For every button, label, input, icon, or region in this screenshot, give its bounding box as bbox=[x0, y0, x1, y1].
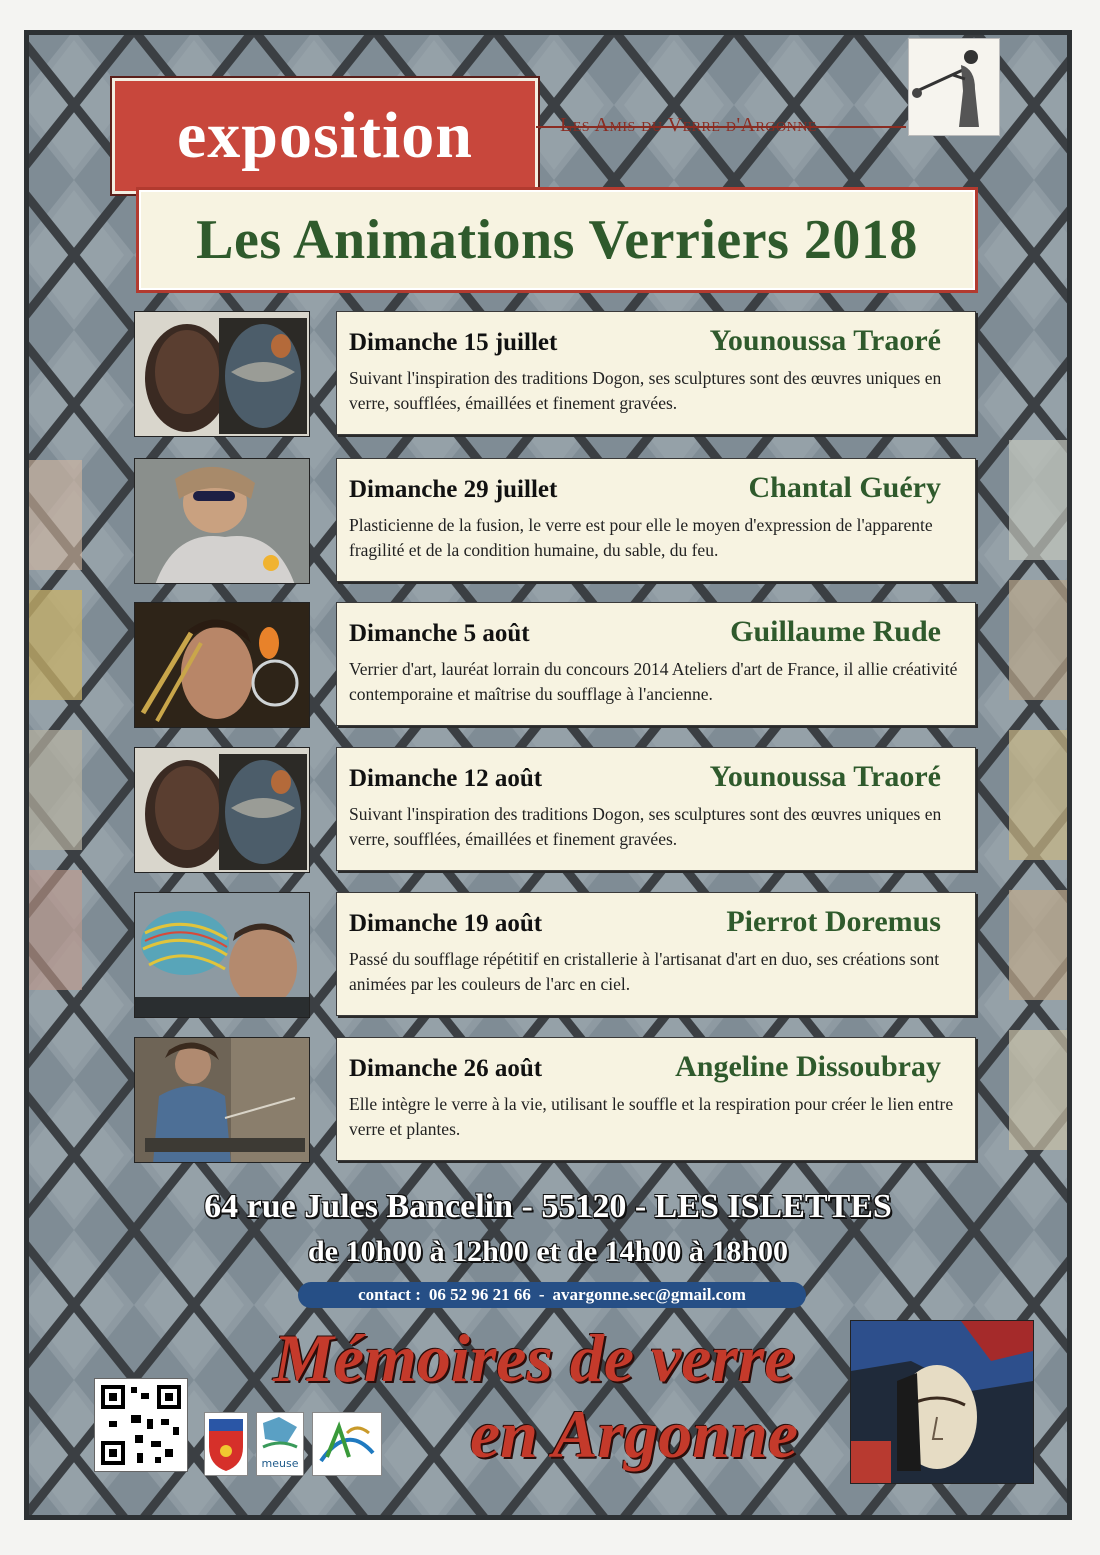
contact-email[interactable]: avargonne.sec@gmail.com bbox=[552, 1285, 746, 1304]
event-date: Dimanche 15 juillet bbox=[349, 329, 558, 356]
event-card bbox=[336, 311, 976, 435]
contact-separator: - bbox=[538, 1285, 545, 1304]
artist-photo bbox=[134, 747, 310, 873]
meuse-label: meuse bbox=[261, 1457, 299, 1470]
poster bbox=[24, 30, 1072, 1520]
event-artist: Chantal Guéry bbox=[748, 471, 941, 504]
slogan-line-1: Mémoires de verre bbox=[273, 1320, 795, 1396]
contact-label: contact : bbox=[358, 1285, 421, 1304]
artist-photo bbox=[134, 311, 310, 437]
event-item bbox=[134, 311, 984, 437]
artist-photo bbox=[134, 892, 310, 1018]
event-description: Passé du soufflage répétitif en cristallerie à l'artisanat d'art en duo, ses créations sont animées par les couleurs de l'arc en ciel. bbox=[349, 949, 940, 994]
venue-address: 64 rue Jules Bancelin - 55120 - LES ISLETTES bbox=[204, 1188, 892, 1225]
event-date: Dimanche 26 août bbox=[349, 1055, 543, 1082]
exposition-label: exposition bbox=[176, 99, 474, 172]
event-artist: Pierrot Doremus bbox=[726, 905, 941, 938]
amis-du-verre-logo bbox=[312, 1412, 382, 1476]
event-item bbox=[134, 892, 984, 1018]
contact-bar bbox=[298, 1282, 806, 1308]
event-artist: Guillaume Rude bbox=[730, 615, 941, 648]
event-description: Plasticienne de la fusion, le verre est pour elle le moyen d'expression de l'apparente fragilité et de la condition humaine, du sable, du feu. bbox=[349, 515, 933, 560]
event-date: Dimanche 19 août bbox=[349, 910, 543, 937]
artist-photo bbox=[134, 458, 310, 584]
title-banner bbox=[136, 187, 978, 293]
stained-glass-portrait bbox=[850, 1320, 1034, 1484]
contact-phone[interactable]: 06 52 96 21 66 bbox=[428, 1285, 531, 1304]
event-date: Dimanche 5 août bbox=[349, 620, 530, 647]
club-name: Les Amis du Verre d'Argonne bbox=[560, 114, 817, 136]
event-card bbox=[336, 602, 976, 726]
event-item bbox=[134, 1037, 984, 1163]
event-card bbox=[336, 458, 976, 582]
meuse-department-logo bbox=[256, 1412, 304, 1476]
event-card bbox=[336, 892, 976, 1016]
glassblower-engraving-logo bbox=[908, 38, 1000, 136]
opening-hours: de 10h00 à 12h00 et de 14h00 à 18h00 bbox=[307, 1235, 789, 1268]
event-item bbox=[134, 602, 984, 728]
event-description: Verrier d'art, lauréat lorrain du concours 2014 Ateliers d'art de France, il allie créativité contemporaine et maîtrise du soufflage à l'ancienne. bbox=[349, 659, 958, 704]
exposition-banner bbox=[112, 78, 538, 194]
artist-photo bbox=[134, 1037, 310, 1163]
event-description: Elle intègre le verre à la vie, utilisant le souffle et la respiration pour créer le lien entre verre et plantes. bbox=[349, 1094, 954, 1139]
event-description: Suivant l'inspiration des traditions Dogon, ses sculptures sont des œuvres uniques en verre, soufflées, émaillées et finement gravées. bbox=[349, 804, 942, 849]
slogan-line-2: en Argonne bbox=[469, 1396, 799, 1472]
event-artist: Younoussa Traoré bbox=[709, 760, 941, 793]
event-card bbox=[336, 1037, 976, 1161]
artist-photo bbox=[134, 602, 310, 728]
qr-code[interactable] bbox=[94, 1378, 188, 1472]
event-item bbox=[134, 747, 984, 873]
event-item bbox=[134, 458, 984, 584]
event-description: Suivant l'inspiration des traditions Dogon, ses sculptures sont des œuvres uniques en verre, soufflées, émaillées et finement gravées. bbox=[349, 368, 942, 413]
event-date: Dimanche 29 juillet bbox=[349, 476, 558, 503]
event-date: Dimanche 12 août bbox=[349, 765, 543, 792]
event-artist: Angeline Dissoubray bbox=[675, 1050, 941, 1083]
coat-of-arms-logo bbox=[204, 1412, 248, 1476]
event-card bbox=[336, 747, 976, 871]
event-artist: Younoussa Traoré bbox=[709, 324, 941, 357]
poster-title: Les Animations Verriers 2018 bbox=[196, 209, 918, 271]
